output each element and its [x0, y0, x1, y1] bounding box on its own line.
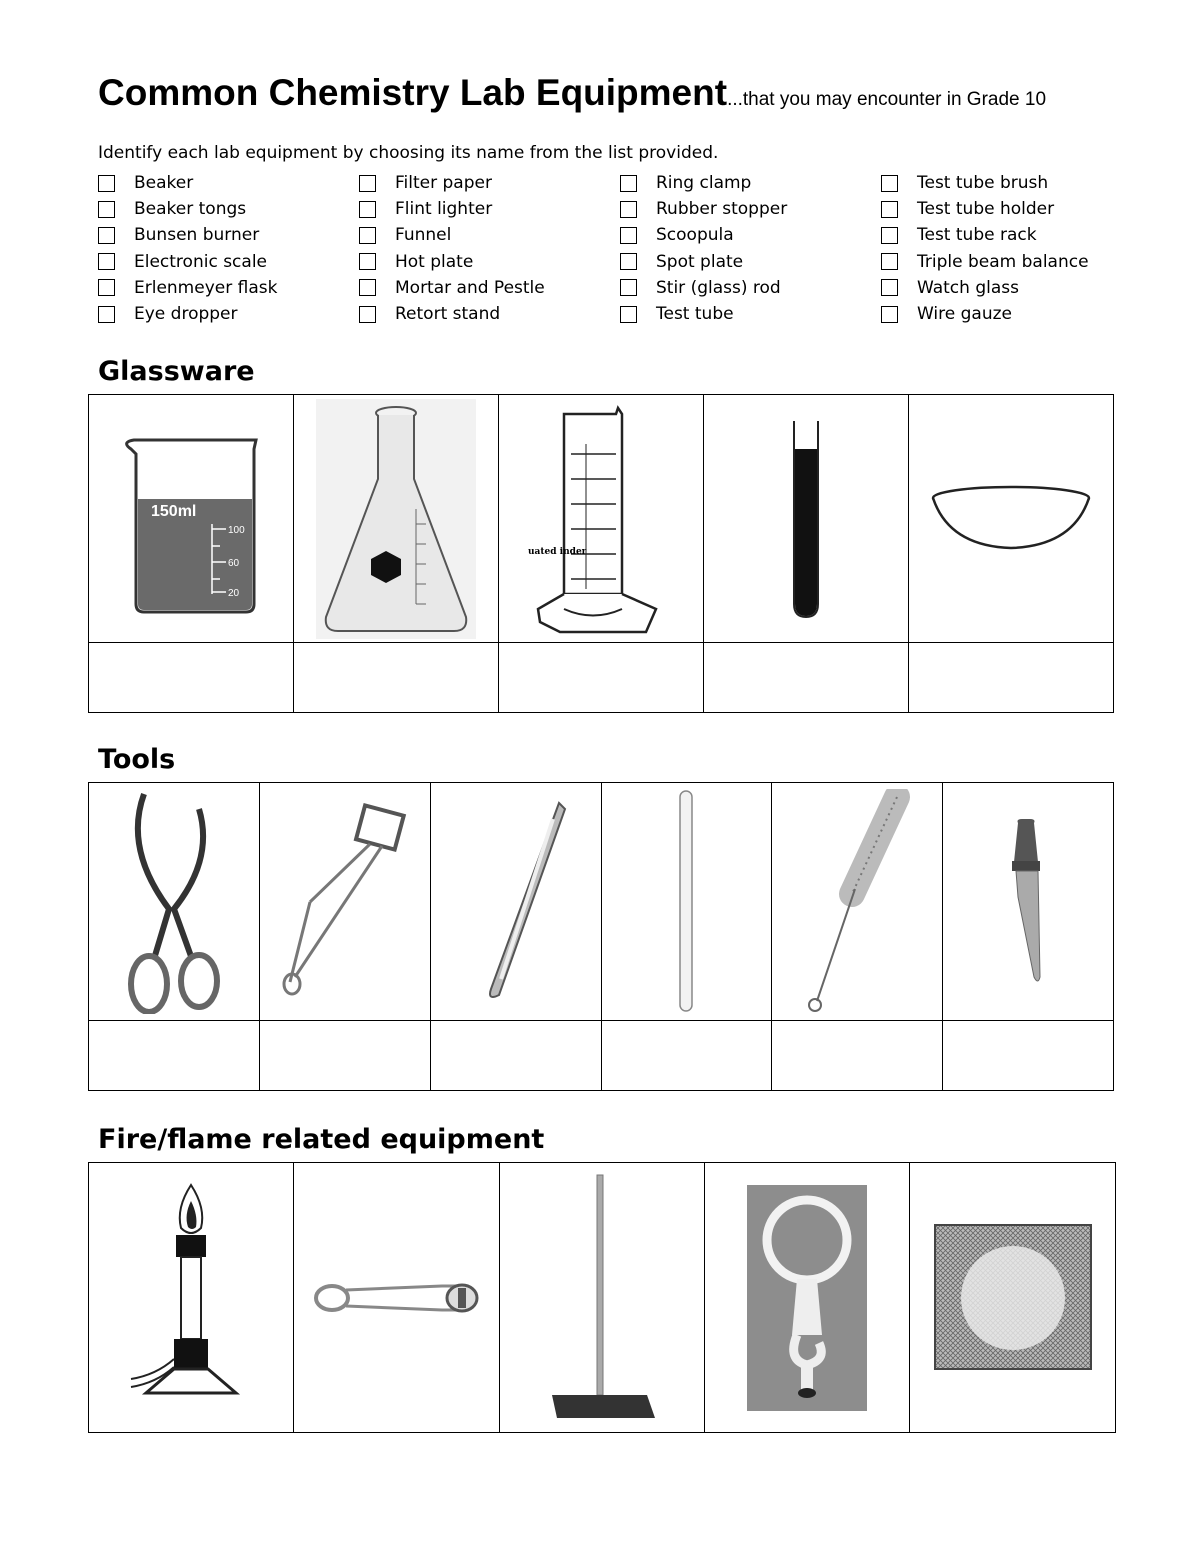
- answer-cell[interactable]: [602, 1021, 772, 1091]
- bunsen-burner-image: [89, 1163, 294, 1433]
- checkbox[interactable]: [359, 227, 376, 244]
- section-heading-tools: Tools: [98, 744, 176, 775]
- checkbox[interactable]: [98, 306, 115, 323]
- retort-stand-image: [500, 1163, 705, 1433]
- scoopula-image: [431, 783, 602, 1021]
- beaker-mark-label: 20: [228, 587, 240, 599]
- option-item[interactable]: Ring clamp: [620, 170, 881, 196]
- page-title: [98, 72, 1046, 114]
- option-item[interactable]: Erlenmeyer flask: [98, 275, 359, 301]
- glassware-table: [88, 394, 1114, 713]
- option-item[interactable]: Stir (glass) rod: [620, 275, 881, 301]
- fire-table: [88, 1162, 1116, 1433]
- title-main: Common Chemistry Lab Equipment: [98, 72, 728, 113]
- title-subtitle: ...that you may encounter in Grade 10: [727, 89, 1047, 110]
- checkbox[interactable]: [620, 201, 637, 218]
- stir-rod-image: [602, 783, 772, 1021]
- option-item[interactable]: Triple beam balance: [881, 249, 1121, 275]
- cylinder-caption: uated inder: [528, 546, 587, 557]
- beaker-volume-label: 150ml: [151, 502, 197, 520]
- option-item[interactable]: Spot plate: [620, 249, 881, 275]
- checkbox[interactable]: [98, 227, 115, 244]
- option-item[interactable]: Test tube rack: [881, 222, 1121, 248]
- option-item[interactable]: Funnel: [359, 222, 620, 248]
- beaker-image: [89, 395, 294, 643]
- ring-clamp-image: [705, 1163, 910, 1433]
- test-tube-holder-image: [260, 783, 431, 1021]
- checkbox[interactable]: [98, 279, 115, 296]
- answer-cell[interactable]: [260, 1021, 431, 1091]
- checkbox[interactable]: [881, 201, 898, 218]
- option-item[interactable]: Retort stand: [359, 301, 620, 327]
- checkbox[interactable]: [359, 253, 376, 270]
- checkbox[interactable]: [359, 175, 376, 192]
- option-list: [98, 170, 1118, 327]
- eye-dropper-image: [943, 783, 1114, 1021]
- beaker-mark-label: 60: [228, 557, 240, 569]
- option-item[interactable]: Test tube: [620, 301, 881, 327]
- answer-cell[interactable]: [89, 643, 294, 713]
- checkbox[interactable]: [881, 306, 898, 323]
- tools-table: [88, 782, 1114, 1091]
- answer-cell[interactable]: [89, 1021, 260, 1091]
- test-tube-brush-image: [772, 783, 943, 1021]
- checkbox[interactable]: [620, 253, 637, 270]
- beaker-tongs-image: [89, 783, 260, 1021]
- option-item[interactable]: Mortar and Pestle: [359, 275, 620, 301]
- option-item[interactable]: Flint lighter: [359, 196, 620, 222]
- erlenmeyer-flask-image: [294, 395, 499, 643]
- checkbox[interactable]: [359, 306, 376, 323]
- section-heading-glassware: Glassware: [98, 356, 255, 387]
- option-item[interactable]: Rubber stopper: [620, 196, 881, 222]
- checkbox[interactable]: [881, 175, 898, 192]
- option-item[interactable]: Wire gauze: [881, 301, 1121, 327]
- checkbox[interactable]: [881, 227, 898, 244]
- option-item[interactable]: Beaker: [98, 170, 359, 196]
- checkbox[interactable]: [620, 227, 637, 244]
- answer-cell[interactable]: [909, 643, 1114, 713]
- option-item[interactable]: Electronic scale: [98, 249, 359, 275]
- option-item[interactable]: Eye dropper: [98, 301, 359, 327]
- checkbox[interactable]: [620, 175, 637, 192]
- graduated-cylinder-image: [499, 395, 704, 643]
- answer-cell[interactable]: [499, 643, 704, 713]
- section-heading-fire: Fire/flame related equipment: [98, 1124, 545, 1155]
- option-item[interactable]: Filter paper: [359, 170, 620, 196]
- answer-cell[interactable]: [772, 1021, 943, 1091]
- option-item[interactable]: Hot plate: [359, 249, 620, 275]
- checkbox[interactable]: [881, 253, 898, 270]
- option-item[interactable]: Test tube brush: [881, 170, 1121, 196]
- watch-glass-image: [909, 395, 1114, 643]
- option-item[interactable]: Scoopula: [620, 222, 881, 248]
- wire-gauze-image: [910, 1163, 1116, 1433]
- answer-cell[interactable]: [294, 643, 499, 713]
- option-item[interactable]: Watch glass: [881, 275, 1121, 301]
- checkbox[interactable]: [620, 279, 637, 296]
- option-item[interactable]: Bunsen burner: [98, 222, 359, 248]
- checkbox[interactable]: [881, 279, 898, 296]
- option-item[interactable]: Beaker tongs: [98, 196, 359, 222]
- instructions: Identify each lab equipment by choosing its name from the list provided.: [98, 143, 719, 163]
- checkbox[interactable]: [98, 253, 115, 270]
- answer-cell[interactable]: [704, 643, 909, 713]
- flint-lighter-image: [294, 1163, 500, 1433]
- option-item[interactable]: Test tube holder: [881, 196, 1121, 222]
- beaker-mark-label: 100: [228, 524, 245, 536]
- checkbox[interactable]: [620, 306, 637, 323]
- answer-cell[interactable]: [431, 1021, 602, 1091]
- checkbox[interactable]: [359, 279, 376, 296]
- checkbox[interactable]: [359, 201, 376, 218]
- checkbox[interactable]: [98, 175, 115, 192]
- test-tube-image: [704, 395, 909, 643]
- checkbox[interactable]: [98, 201, 115, 218]
- answer-cell[interactable]: [943, 1021, 1114, 1091]
